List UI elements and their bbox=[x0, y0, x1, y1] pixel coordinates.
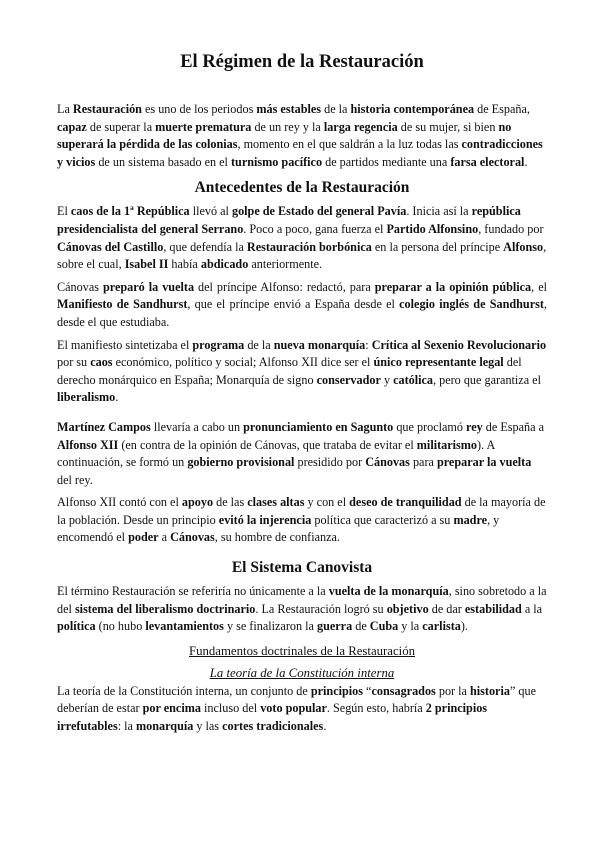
text-run: y con el bbox=[304, 495, 350, 510]
text-run: y la bbox=[398, 619, 423, 634]
text-run: (en contra de la opinión de Cánovas, que trataba de evitar el bbox=[118, 437, 417, 452]
text-run: guerra bbox=[316, 619, 353, 634]
text-run: de superar la bbox=[86, 119, 156, 134]
antecedentes-paragraph-5 bbox=[57, 494, 547, 547]
text-run: preparó la vuelta bbox=[102, 279, 195, 294]
text-run: por encima bbox=[142, 701, 201, 716]
text-run: El bbox=[57, 204, 71, 219]
subsubsection-heading-constitucion-interna: La teoría de la Constitución interna bbox=[209, 665, 395, 680]
text-run: . bbox=[524, 154, 528, 169]
text-run: capaz bbox=[57, 119, 87, 134]
text-run: a la bbox=[521, 601, 543, 616]
antecedentes-paragraph-2 bbox=[57, 279, 547, 332]
text-run: Cánovas bbox=[170, 530, 215, 545]
text-run: Partido Alfonsino bbox=[386, 221, 479, 236]
text-run: Restauración borbónica bbox=[246, 239, 372, 254]
text-run: , fundado por bbox=[478, 221, 544, 236]
section-heading-sistema-canovista: El Sistema Canovista bbox=[231, 559, 373, 577]
text-run: único representante legal bbox=[373, 355, 504, 370]
intro-paragraph bbox=[57, 101, 547, 171]
text-run: caos de la 1ª República bbox=[70, 204, 190, 219]
text-run: contradicciones y vicios bbox=[57, 137, 543, 169]
antecedentes-paragraph-1 bbox=[57, 203, 547, 273]
text-run: muerte prematura bbox=[155, 119, 252, 134]
text-run: deseo de tranquilidad bbox=[349, 495, 462, 510]
text-run: programa bbox=[192, 337, 245, 352]
text-run: nueva monarquía bbox=[273, 337, 366, 352]
text-run: Cánovas del Castillo bbox=[57, 239, 164, 254]
text-run: , sobre el cual, bbox=[57, 239, 547, 272]
text-run: más estables bbox=[256, 102, 322, 116]
text-run: Alfonso bbox=[503, 239, 544, 254]
antecedentes-paragraph-4 bbox=[57, 419, 547, 489]
text-run: voto popular bbox=[260, 701, 327, 716]
text-run: de la bbox=[321, 102, 351, 116]
text-run: Restauración bbox=[72, 102, 142, 116]
text-run: Alfonso XII contó con el bbox=[57, 495, 182, 510]
text-run: de España a bbox=[482, 419, 544, 434]
text-run: apoyo bbox=[181, 495, 214, 510]
text-run: golpe de Estado del general Pavía bbox=[231, 204, 407, 219]
antecedentes-paragraph-3 bbox=[57, 337, 547, 407]
text-run: poder bbox=[128, 530, 159, 545]
text-run: La teoría de la Constitución interna, un conjunto de bbox=[57, 683, 311, 698]
text-run: . Poco a poco, gana fuerza el bbox=[243, 221, 387, 236]
text-run: a bbox=[158, 530, 171, 545]
text-run: es uno de los periodos bbox=[141, 102, 257, 116]
text-run: del derecho monárquico en España; Monarquía de signo bbox=[57, 355, 522, 387]
text-run: levantamientos bbox=[145, 619, 224, 634]
text-run: abdicado bbox=[200, 257, 249, 272]
text-run: de dar bbox=[428, 601, 465, 616]
text-run: farsa electoral bbox=[450, 154, 525, 169]
text-run: cortes tradicionales bbox=[222, 719, 324, 734]
text-run: , su hombre de confianza. bbox=[214, 530, 340, 545]
text-run: El manifiesto sintetizaba el bbox=[57, 337, 193, 352]
text-run: historia bbox=[470, 683, 510, 698]
text-run: por la bbox=[435, 683, 470, 698]
text-run: carlista bbox=[422, 619, 461, 634]
text-run: ). A continuación, se formó un bbox=[57, 437, 495, 470]
text-run: historia contemporánea bbox=[350, 102, 475, 116]
text-run: Cuba bbox=[369, 619, 399, 634]
text-run: católica bbox=[393, 372, 434, 387]
text-run: “ bbox=[363, 683, 372, 698]
text-run: no superará la pérdida de las colonias bbox=[57, 119, 512, 152]
text-run: preparar a la opinión pública bbox=[374, 279, 532, 294]
sistema-paragraph-2 bbox=[57, 683, 547, 736]
text-run: anteriormente. bbox=[248, 257, 323, 272]
text-run: . Inicia así la bbox=[406, 204, 472, 219]
text-run: principios bbox=[310, 683, 363, 698]
text-run: preparar la vuelta bbox=[436, 455, 532, 470]
text-run: había bbox=[168, 257, 201, 272]
text-run: , sino sobretodo a la del bbox=[57, 584, 547, 616]
text-run: : la bbox=[117, 719, 136, 734]
text-run: estabilidad bbox=[464, 601, 522, 616]
sistema-paragraph-1 bbox=[57, 583, 547, 636]
text-run: colegio inglés de Sandhurst bbox=[399, 297, 544, 312]
text-run: evitó la injerencia bbox=[218, 512, 312, 527]
text-run: del rey. bbox=[57, 472, 93, 487]
text-run: Martínez Campos bbox=[57, 419, 151, 434]
text-run: de un rey y la bbox=[251, 119, 324, 134]
text-run: de la bbox=[244, 337, 274, 352]
text-run: del príncipe Alfonso: redactó, para bbox=[194, 279, 375, 294]
text-run: de España, bbox=[474, 102, 530, 116]
text-run: y las bbox=[193, 719, 223, 734]
text-run: que proclamó bbox=[393, 419, 467, 434]
text-run: pronunciamiento en Sagunto bbox=[243, 419, 394, 434]
text-run: La bbox=[57, 102, 73, 116]
text-run: caos bbox=[90, 355, 113, 370]
text-run: , momento en el que saldrán a la luz todas las bbox=[237, 137, 462, 152]
text-run: república presidencialista del general Serrano bbox=[57, 204, 521, 236]
text-run: madre bbox=[453, 512, 488, 527]
text-run: Cánovas bbox=[365, 455, 410, 470]
text-run: Isabel II bbox=[124, 257, 169, 272]
text-run: ” que deberían de estar bbox=[57, 683, 537, 716]
text-run: de la mayoría de la población. Desde un principio bbox=[57, 495, 546, 527]
text-run: Cánovas bbox=[57, 279, 103, 294]
text-run: económico, político y social; Alfonso XII dice ser el bbox=[112, 355, 374, 370]
text-run: Crítica al Sexenio Revolucionario bbox=[371, 337, 547, 352]
text-run: por su bbox=[57, 355, 91, 370]
document-page bbox=[57, 52, 547, 736]
text-run: política que caracterizó a su bbox=[311, 512, 454, 527]
text-run: objetivo bbox=[386, 601, 429, 616]
text-run: sistema del liberalismo doctrinario bbox=[74, 601, 256, 616]
text-run: de partidos mediante una bbox=[322, 154, 451, 169]
text-run: llevaría a cabo un bbox=[150, 419, 244, 434]
text-run: . bbox=[323, 719, 327, 734]
text-run: conservador bbox=[316, 372, 381, 387]
text-run: clases altas bbox=[247, 495, 305, 510]
text-run: gobierno provisional bbox=[187, 455, 295, 470]
text-run: de un sistema basado en el bbox=[95, 154, 231, 169]
document-title: El Régimen de la Restauración bbox=[180, 52, 424, 72]
text-run: , que el príncipe envió a España desde el bbox=[187, 297, 400, 312]
text-run: llevó al bbox=[189, 204, 232, 219]
text-run: , el bbox=[531, 279, 547, 294]
text-run: rey bbox=[466, 419, 483, 434]
text-run: , desde el que estudiaba. bbox=[57, 297, 547, 329]
text-run: y bbox=[380, 372, 394, 387]
text-run: Alfonso XII bbox=[57, 437, 119, 452]
text-run: liberalismo bbox=[57, 390, 116, 405]
text-run: militarismo bbox=[416, 437, 478, 452]
text-run: consagrados bbox=[371, 683, 436, 698]
text-run: , y encomendó el bbox=[57, 512, 500, 545]
text-run: política bbox=[57, 619, 96, 634]
section-heading-antecedentes: Antecedentes de la Restauración bbox=[194, 179, 410, 197]
text-run: . bbox=[115, 390, 119, 405]
text-run: incluso del bbox=[200, 701, 261, 716]
text-run: en la persona del príncipe bbox=[371, 239, 504, 254]
text-run: (no hubo bbox=[95, 619, 146, 634]
text-run: de su mujer, si bien bbox=[397, 119, 499, 134]
subsection-heading-fundamentos: Fundamentos doctrinales de la Restauración bbox=[188, 643, 415, 658]
text-run: . Según esto, habría bbox=[326, 701, 426, 716]
text-run: : bbox=[365, 337, 372, 352]
text-run: turnismo pacífico bbox=[230, 154, 323, 169]
text-run: Manifiesto de Sandhurst bbox=[57, 297, 188, 312]
text-run: de las bbox=[213, 495, 248, 510]
text-run: ). bbox=[460, 619, 468, 634]
text-run: y se finalizaron la bbox=[223, 619, 317, 634]
text-run: , que defendía la bbox=[163, 239, 247, 254]
text-run: 2 principios irrefutables bbox=[57, 701, 488, 734]
text-run: El término Restauración se referiría no únicamente a la bbox=[57, 584, 329, 599]
text-run: , pero que garantiza el bbox=[433, 372, 541, 387]
text-run: monarquía bbox=[135, 719, 194, 734]
text-run: vuelta de la monarquía bbox=[328, 584, 449, 599]
text-run: de bbox=[352, 619, 370, 634]
text-run: larga regencia bbox=[323, 119, 398, 134]
text-run: para bbox=[409, 455, 437, 470]
text-run: . La Restauración logró su bbox=[255, 601, 387, 616]
text-run: presidido por bbox=[294, 455, 366, 470]
